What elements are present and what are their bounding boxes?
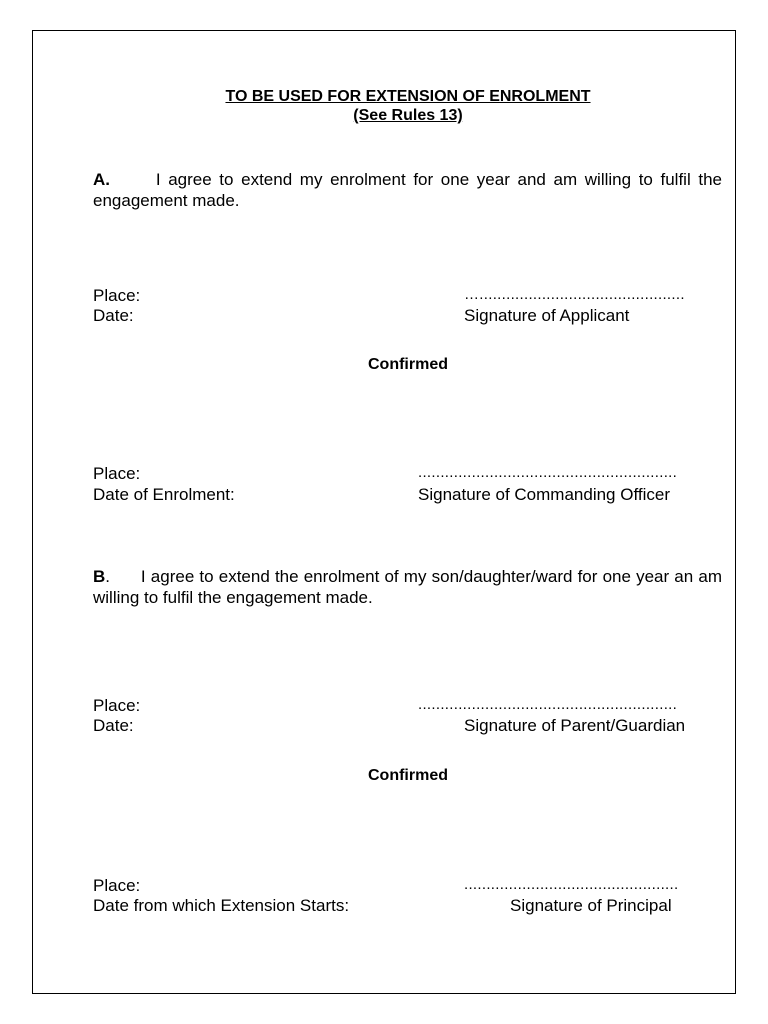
principal-signature-label: Signature of Principal [510, 896, 672, 915]
section-a-declaration [93, 169, 722, 211]
section-a-marker: A. [93, 170, 110, 189]
principal-place-label: Place: [93, 876, 141, 895]
confirmed-label-b: Confirmed [368, 767, 448, 784]
guardian-signature-label: Signature of Parent/Guardian [464, 716, 686, 735]
extension-start-date-label: Date from which Extension Starts: [93, 896, 350, 915]
principal-signature-line: ................................................ [464, 876, 679, 893]
guardian-date-label: Date: [93, 716, 134, 735]
section-b-declaration [93, 566, 722, 608]
section-b-text: I agree to extend the enrolment of my son/daughter/ward for one year an am willing to fulfil the engagement made. [93, 567, 722, 607]
co-signature-line: .......................................................... [418, 464, 678, 481]
applicant-date-label: Date: [93, 306, 134, 325]
co-date-label: Date of Enrolment: [93, 485, 235, 504]
guardian-place-label: Place: [93, 696, 141, 715]
co-place-label: Place: [93, 464, 141, 483]
co-signature-label: Signature of Commanding Officer [418, 485, 670, 504]
form-title: TO BE USED FOR EXTENSION OF ENROLMENT [225, 88, 591, 105]
applicant-signature-line: ….............................................. [464, 286, 685, 303]
section-b-marker: B [93, 567, 106, 586]
applicant-signature-label: Signature of Applicant [464, 306, 630, 325]
applicant-place-label: Place: [93, 286, 141, 305]
section-a-text: I agree to extend my enrolment for one year and am willing to fulfil the engagement made. [93, 170, 723, 210]
form-subtitle: (See Rules 13) [353, 107, 463, 124]
section-b-marker-suffix: . [105, 567, 111, 586]
guardian-signature-line: .......................................................... [418, 696, 678, 713]
confirmed-label-a: Confirmed [368, 356, 448, 373]
